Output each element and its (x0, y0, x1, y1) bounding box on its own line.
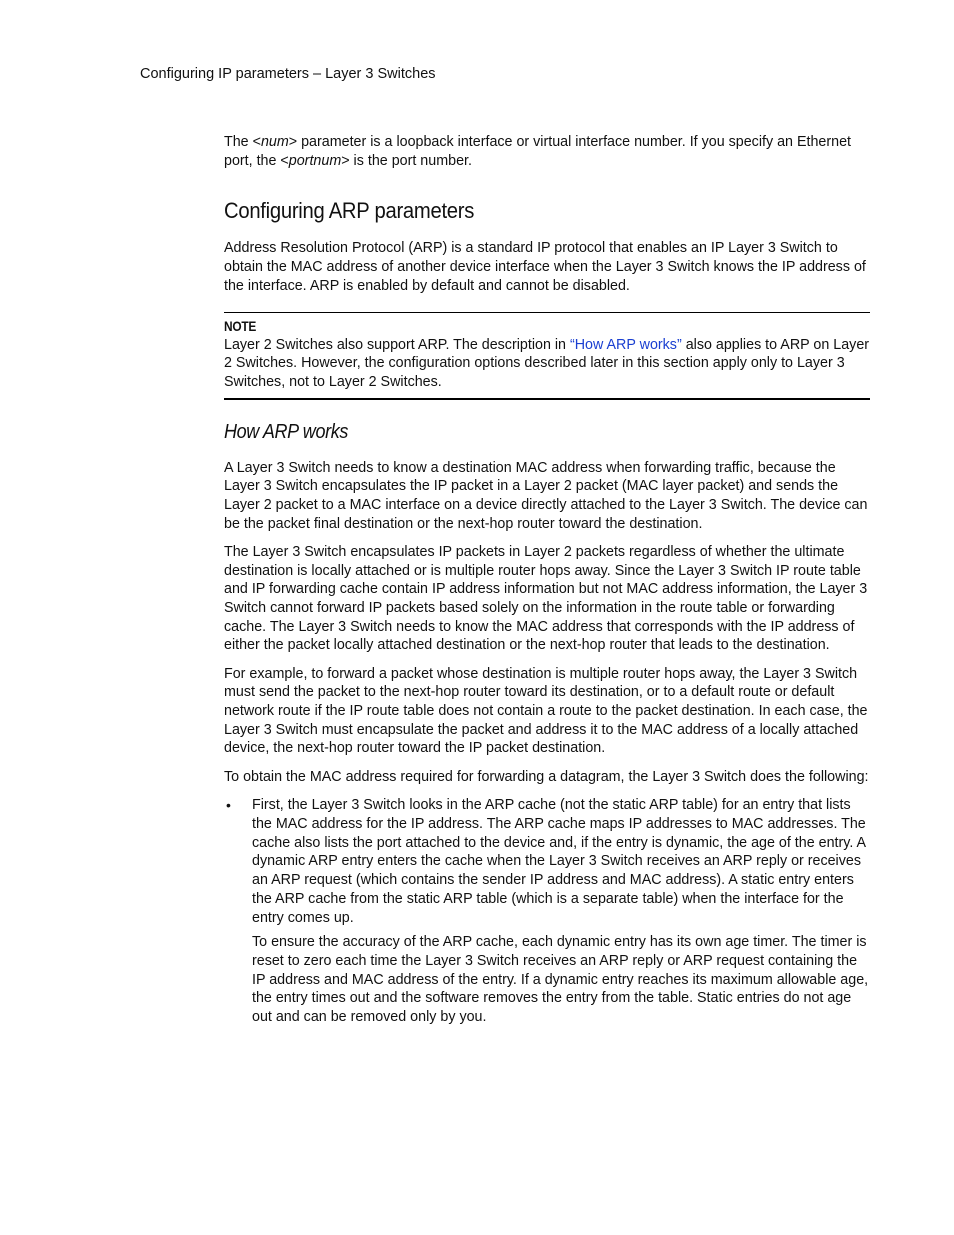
how-arp-works-link[interactable]: “How ARP works” (569, 336, 682, 353)
bullet-icon: • (226, 797, 231, 814)
note-text-before: Layer 2 Switches also support ARP. The description in (224, 336, 570, 353)
intro-text-2: > parameter is a loopback interface or virtual interface number. If you specify an Ethernet port, the < (224, 134, 852, 169)
body-paragraph: To obtain the MAC address required for forwarding a datagram, the Layer 3 Switch does the following: (224, 768, 869, 785)
bullet-list (224, 796, 870, 1026)
intro-text-1: The < (224, 134, 261, 150)
bullet-sub-paragraph: To ensure the accuracy of the ARP cache, each dynamic entry has its own age timer. The timer is reset to zero each time the Layer 3 Switch receives an ARP reply or ARP request containing the IP address and MAC address of the entry. If a dynamic entry reaches its maximum allowable age, the entry times out and the software removes the entry from the table. Static entries do not age out and can be removed only by you. (252, 934, 869, 1026)
body-paragraph: For example, to forward a packet whose destination is multiple router hops away, the Layer 3 Switch must send the packet to the next-hop router toward its destination, or to a default route or default network route if the IP route table does not contain a route to the packet destination. In each case, the Layer 3 Switch must encapsulate the packet and address it to the MAC address of a locally attached device, the next-hop router toward the IP packet destination. (224, 665, 868, 757)
page-content (224, 133, 870, 1027)
intro-param-portnum: portnum (288, 152, 342, 169)
section-title: Configuring ARP parameters (224, 198, 475, 224)
note-box (224, 312, 870, 400)
intro-paragraph (224, 133, 870, 170)
body-paragraph: A Layer 3 Switch needs to know a destination MAC address when forwarding traffic, because the Layer 3 Switch encapsulates the IP packet in a Layer 2 packet (MAC layer packet) and sends the Layer 2 packet to a MAC interface on a device directly attached to the Layer 3 Switch. The device can be the packet final destination or the next-hop router toward the destination. (224, 459, 868, 532)
bullet-text: First, the Layer 3 Switch looks in the ARP cache (not the static ARP table) for an entry that lists the MAC address for the IP address. The ARP cache maps IP addresses to MAC addresses. The cache also lists the port attached to the device and, if the entry is dynamic, the age of the entry. A dynamic ARP entry enters the cache when the Layer 3 Switch receives an ARP reply or receives an ARP request (which contains the sender IP address and MAC address). A static entry enters the ARP cache from the static ARP table (which is a separate table) when the interface for the entry comes up. (252, 797, 866, 926)
note-text-after: also applies to ARP on Layer 2 Switches. However, the configuration options described later in this section apply only to Layer 3 Switches, not to Layer 2 Switches. (224, 336, 870, 390)
section-paragraph: Address Resolution Protocol (ARP) is a standard IP protocol that enables an IP Layer 3 Switch to obtain the MAC address of another device interface when the Layer 3 Switch knows the IP address of the interface. ARP is enabled by default and cannot be disabled. (224, 240, 866, 294)
subsection-title: How ARP works (224, 420, 349, 443)
running-header: Configuring IP parameters – Layer 3 Switches (140, 66, 436, 82)
intro-param-num: num (260, 134, 289, 150)
list-item (224, 796, 870, 1026)
body-paragraph: The Layer 3 Switch encapsulates IP packets in Layer 2 packets regardless of whether the ultimate destination is locally attached or is multiple router hops away. Since the Layer 3 Switch IP route table and IP forwarding cache contain IP address information but not MAC address information, the Layer 3 Switch cannot forward IP packets based solely on the information in the route table or forwarding cache. The Layer 3 Switch needs to know the MAC address that corresponds with the IP address of either the packet locally attached destination or the next-hop router that leads to the destination. (224, 543, 868, 654)
note-text (224, 336, 870, 392)
intro-text-3: > is the port number. (341, 152, 472, 169)
note-label: NOTE (224, 317, 257, 334)
